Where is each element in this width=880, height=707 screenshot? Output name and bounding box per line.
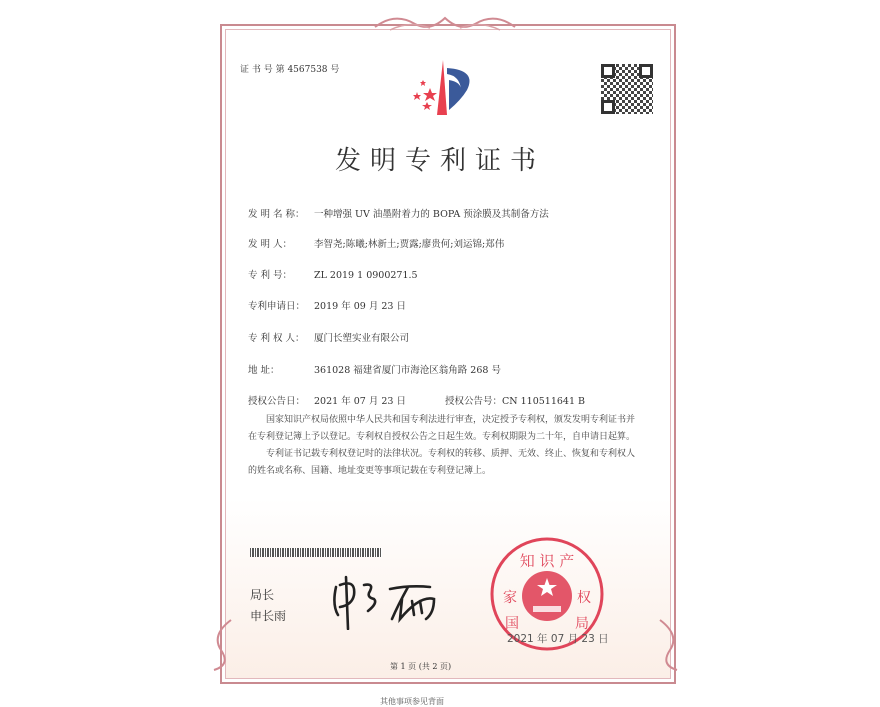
field-label: 专 利 号： (248, 270, 293, 281)
signer-title: 局长 (250, 588, 275, 602)
field-value: CN 110511641 B (502, 396, 586, 407)
field-application-date (248, 298, 406, 312)
qr-code (601, 64, 653, 114)
field-value: 李智尧;陈曦;林新土;贾露;廖贵何;刘运锦;郑伟 (314, 239, 505, 250)
field-value: ZL 2019 1 0900271.5 (314, 270, 418, 281)
field-address (248, 362, 501, 376)
field-inventors (248, 236, 504, 250)
field-patent-number (248, 267, 418, 281)
corner-ornament-left (206, 615, 236, 675)
seal-text: 权 (577, 590, 591, 606)
field-label: 地 址： (248, 365, 280, 376)
signer-name: 申长雨 (250, 609, 287, 623)
seal-date: 2021 年 07 月 23 日 (507, 633, 609, 645)
field-value: 361028 福建省厦门市海沧区翁角路 268 号 (314, 365, 501, 376)
field-grant-date (248, 393, 406, 407)
seal-text: 家 (503, 590, 517, 606)
field-invention-name (248, 206, 549, 220)
top-ornament (370, 12, 520, 34)
document-title: 发明专利证书 (334, 146, 545, 176)
corner-ornament-right (655, 615, 685, 675)
field-value: 一种增强 UV 油墨附着力的 BOPA 预涂膜及其制备方法 (314, 209, 549, 220)
seal-text: 国 (505, 616, 519, 632)
field-label: 专利申请日： (248, 301, 306, 312)
bottom-note: 其他事项参见背面 (380, 697, 444, 706)
certificate-statement (248, 412, 643, 480)
field-label: 发 明 名 称： (248, 209, 305, 220)
field-label: 授权公告号： (445, 396, 503, 407)
field-value: 2021 年 07 月 23 日 (314, 396, 406, 407)
field-value: 2019 年 09 月 23 日 (314, 301, 406, 312)
handwritten-signature (330, 575, 450, 630)
barcode (250, 548, 382, 557)
page-indicator: 第 1 页 (共 2 页) (390, 662, 452, 671)
field-label: 授权公告日： (248, 396, 306, 407)
field-value: 厦门长塑实业有限公司 (314, 333, 410, 344)
field-label: 专 利 权 人： (248, 333, 305, 344)
field-patentee (248, 330, 409, 344)
cnipa-logo (405, 60, 485, 120)
statement-paragraph: 专利证书记载专利权登记时的法律状况。专利权的转移、质押、无效、终止、恢复和专利权人的姓名或名称、国籍、地址变更等事项记载在专利登记簿上。 (248, 449, 636, 476)
field-publication-number (445, 393, 585, 407)
seal-text: 局 (575, 616, 589, 632)
seal-text: 知 识 产 (519, 552, 575, 570)
certificate-number: 证 书 号 第 4567538 号 (240, 65, 340, 75)
statement-paragraph: 国家知识产权局依照中华人民共和国专利法进行审查，决定授予专利权，颁发发明专利证书并在专利登记簿上予以登记。专利权自授权公告之日起生效。专利权期限为二十年，自申请日起算。 (248, 415, 636, 442)
field-label: 发 明 人： (248, 239, 293, 250)
